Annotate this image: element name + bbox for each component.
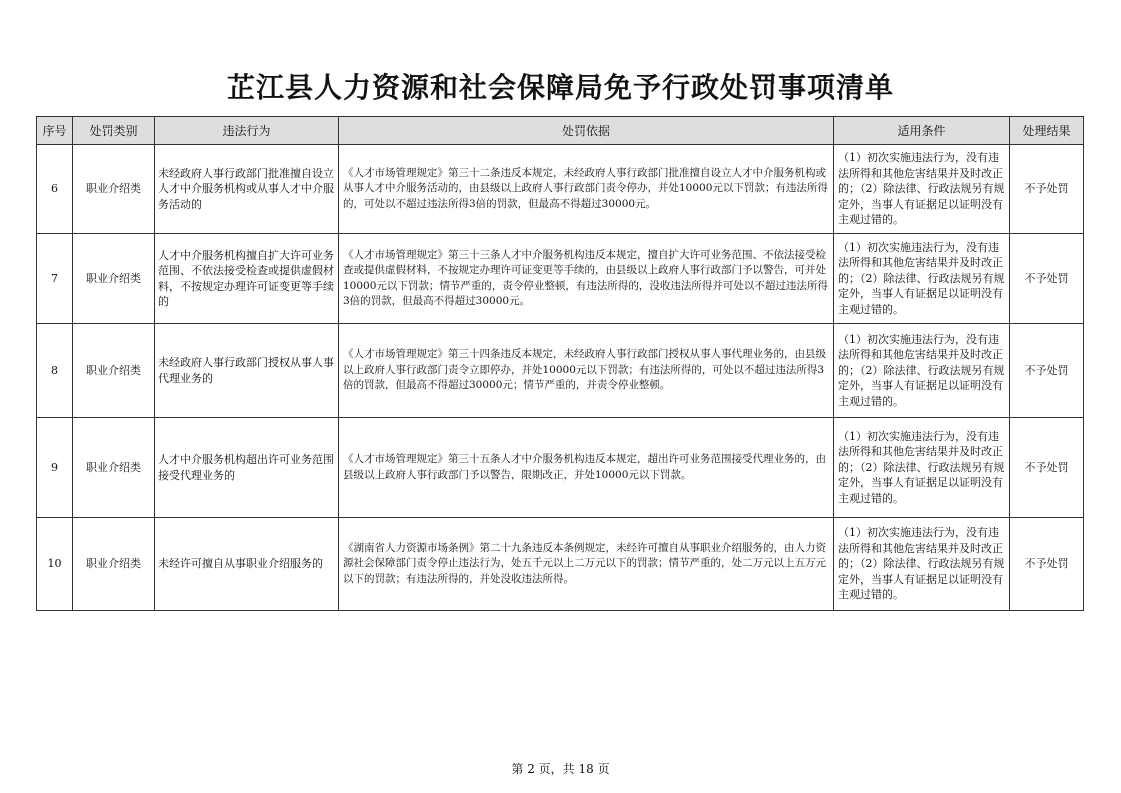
column-header-result: 处理结果 (1010, 117, 1084, 145)
category-cell: 职业介绍类 (73, 234, 155, 324)
condition-cell: （1）初次实施违法行为，没有违法所得和其他危害结果并及时改正的；（2）除法律、行政法规另有规定外，当事人有证据足以证明没有主观过错的。 (834, 418, 1010, 518)
basis-cell: 《湖南省人力资源市场条例》第二十九条违反本条例规定，未经许可擅自从事职业介绍服务的，由人力资源社会保障部门责令停止违法行为，处五千元以上二万元以下的罚款；情节严重的，处二万元以上五万元以下的罚款；有违法所得的，并处没收违法所得。 (339, 518, 834, 611)
penalty-exemption-table (36, 116, 1084, 611)
violation-cell: 未经政府人事行政部门授权从事人事代理业务的 (155, 324, 339, 418)
basis-cell: 《人才市场管理规定》第三十四条违反本规定，未经政府人事行政部门授权从事人事代理业务的，由县级以上政府人事行政部门责令立即停办，并处10000元以下罚款；有违法所得的，可处以不超过违法所得3倍的罚款，但最高不得超过30000元；情节严重的，并责令停业整顿。 (339, 324, 834, 418)
seq-cell: 7 (37, 234, 73, 324)
column-header-seq: 序号 (37, 117, 73, 145)
seq-cell: 10 (37, 518, 73, 611)
category-cell: 职业介绍类 (73, 418, 155, 518)
basis-cell: 《人才市场管理规定》第三十二条违反本规定，未经政府人事行政部门批准擅自设立人才中介服务机构或从事人才中介服务活动的，由县级以上政府人事行政部门责令停办，并处10000元以下罚款；有违法所得的，可处以不超过违法所得3倍的罚款，但最高不得超过30000元。 (339, 145, 834, 234)
condition-cell: （1）初次实施违法行为，没有违法所得和其他危害结果并及时改正的；（2）除法律、行政法规另有规定外，当事人有证据足以证明没有主观过错的。 (834, 145, 1010, 234)
table-row (37, 145, 1084, 234)
table-header-row (37, 117, 1084, 145)
table-row (37, 234, 1084, 324)
seq-cell: 9 (37, 418, 73, 518)
basis-cell: 《人才市场管理规定》第三十五条人才中介服务机构违反本规定，超出许可业务范围接受代理业务的，由县级以上政府人事行政部门予以警告，限期改正，并处10000元以下罚款。 (339, 418, 834, 518)
table-row (37, 418, 1084, 518)
category-cell: 职业介绍类 (73, 145, 155, 234)
result-cell: 不予处罚 (1010, 418, 1084, 518)
result-cell: 不予处罚 (1010, 518, 1084, 611)
page-title: 芷江县人力资源和社会保障局免予行政处罚事项清单 (226, 71, 894, 104)
category-cell: 职业介绍类 (73, 518, 155, 611)
violation-cell: 人才中介服务机构超出许可业务范围接受代理业务的 (155, 418, 339, 518)
category-cell: 职业介绍类 (73, 324, 155, 418)
violation-cell: 未经政府人事行政部门批准擅自设立人才中介服务机构或从事人才中介服务活动的 (155, 145, 339, 234)
condition-cell: （1）初次实施违法行为，没有违法所得和其他危害结果并及时改正的；（2）除法律、行政法规另有规定外，当事人有证据足以证明没有主观过错的。 (834, 324, 1010, 418)
column-header-condition: 适用条件 (834, 117, 1010, 145)
result-cell: 不予处罚 (1010, 145, 1084, 234)
result-cell: 不予处罚 (1010, 324, 1084, 418)
seq-cell: 8 (37, 324, 73, 418)
table-row (37, 324, 1084, 418)
condition-cell: （1）初次实施违法行为，没有违法所得和其他危害结果并及时改正的；（2）除法律、行政法规另有规定外，当事人有证据足以证明没有主观过错的。 (834, 518, 1010, 611)
result-cell: 不予处罚 (1010, 234, 1084, 324)
page-number-footer: 第 2 页，共 18 页 (511, 762, 610, 776)
table-row (37, 518, 1084, 611)
column-header-basis: 处罚依据 (339, 117, 834, 145)
column-header-category: 处罚类别 (73, 117, 155, 145)
violation-cell: 未经许可擅自从事职业介绍服务的 (155, 518, 339, 611)
basis-cell: 《人才市场管理规定》第三十三条人才中介服务机构违反本规定，擅自扩大许可业务范围、不依法接受检查或提供虚假材料，不按规定办理许可证变更等手续的，由县级以上政府人事行政部门予以警告，可并处10000元以下罚款；情节严重的，责令停业整顿，有违法所得的，没收违法所得并可处以不超过违法所得3倍的罚款，但最高不得超过30000元。 (339, 234, 834, 324)
seq-cell: 6 (37, 145, 73, 234)
violation-cell: 人才中介服务机构擅自扩大许可业务范围、不依法接受检查或提供虚假材料，不按规定办理许可证变更等手续的 (155, 234, 339, 324)
column-header-violation: 违法行为 (155, 117, 339, 145)
condition-cell: （1）初次实施违法行为，没有违法所得和其他危害结果并及时改正的；（2）除法律、行政法规另有规定外，当事人有证据足以证明没有主观过错的。 (834, 234, 1010, 324)
